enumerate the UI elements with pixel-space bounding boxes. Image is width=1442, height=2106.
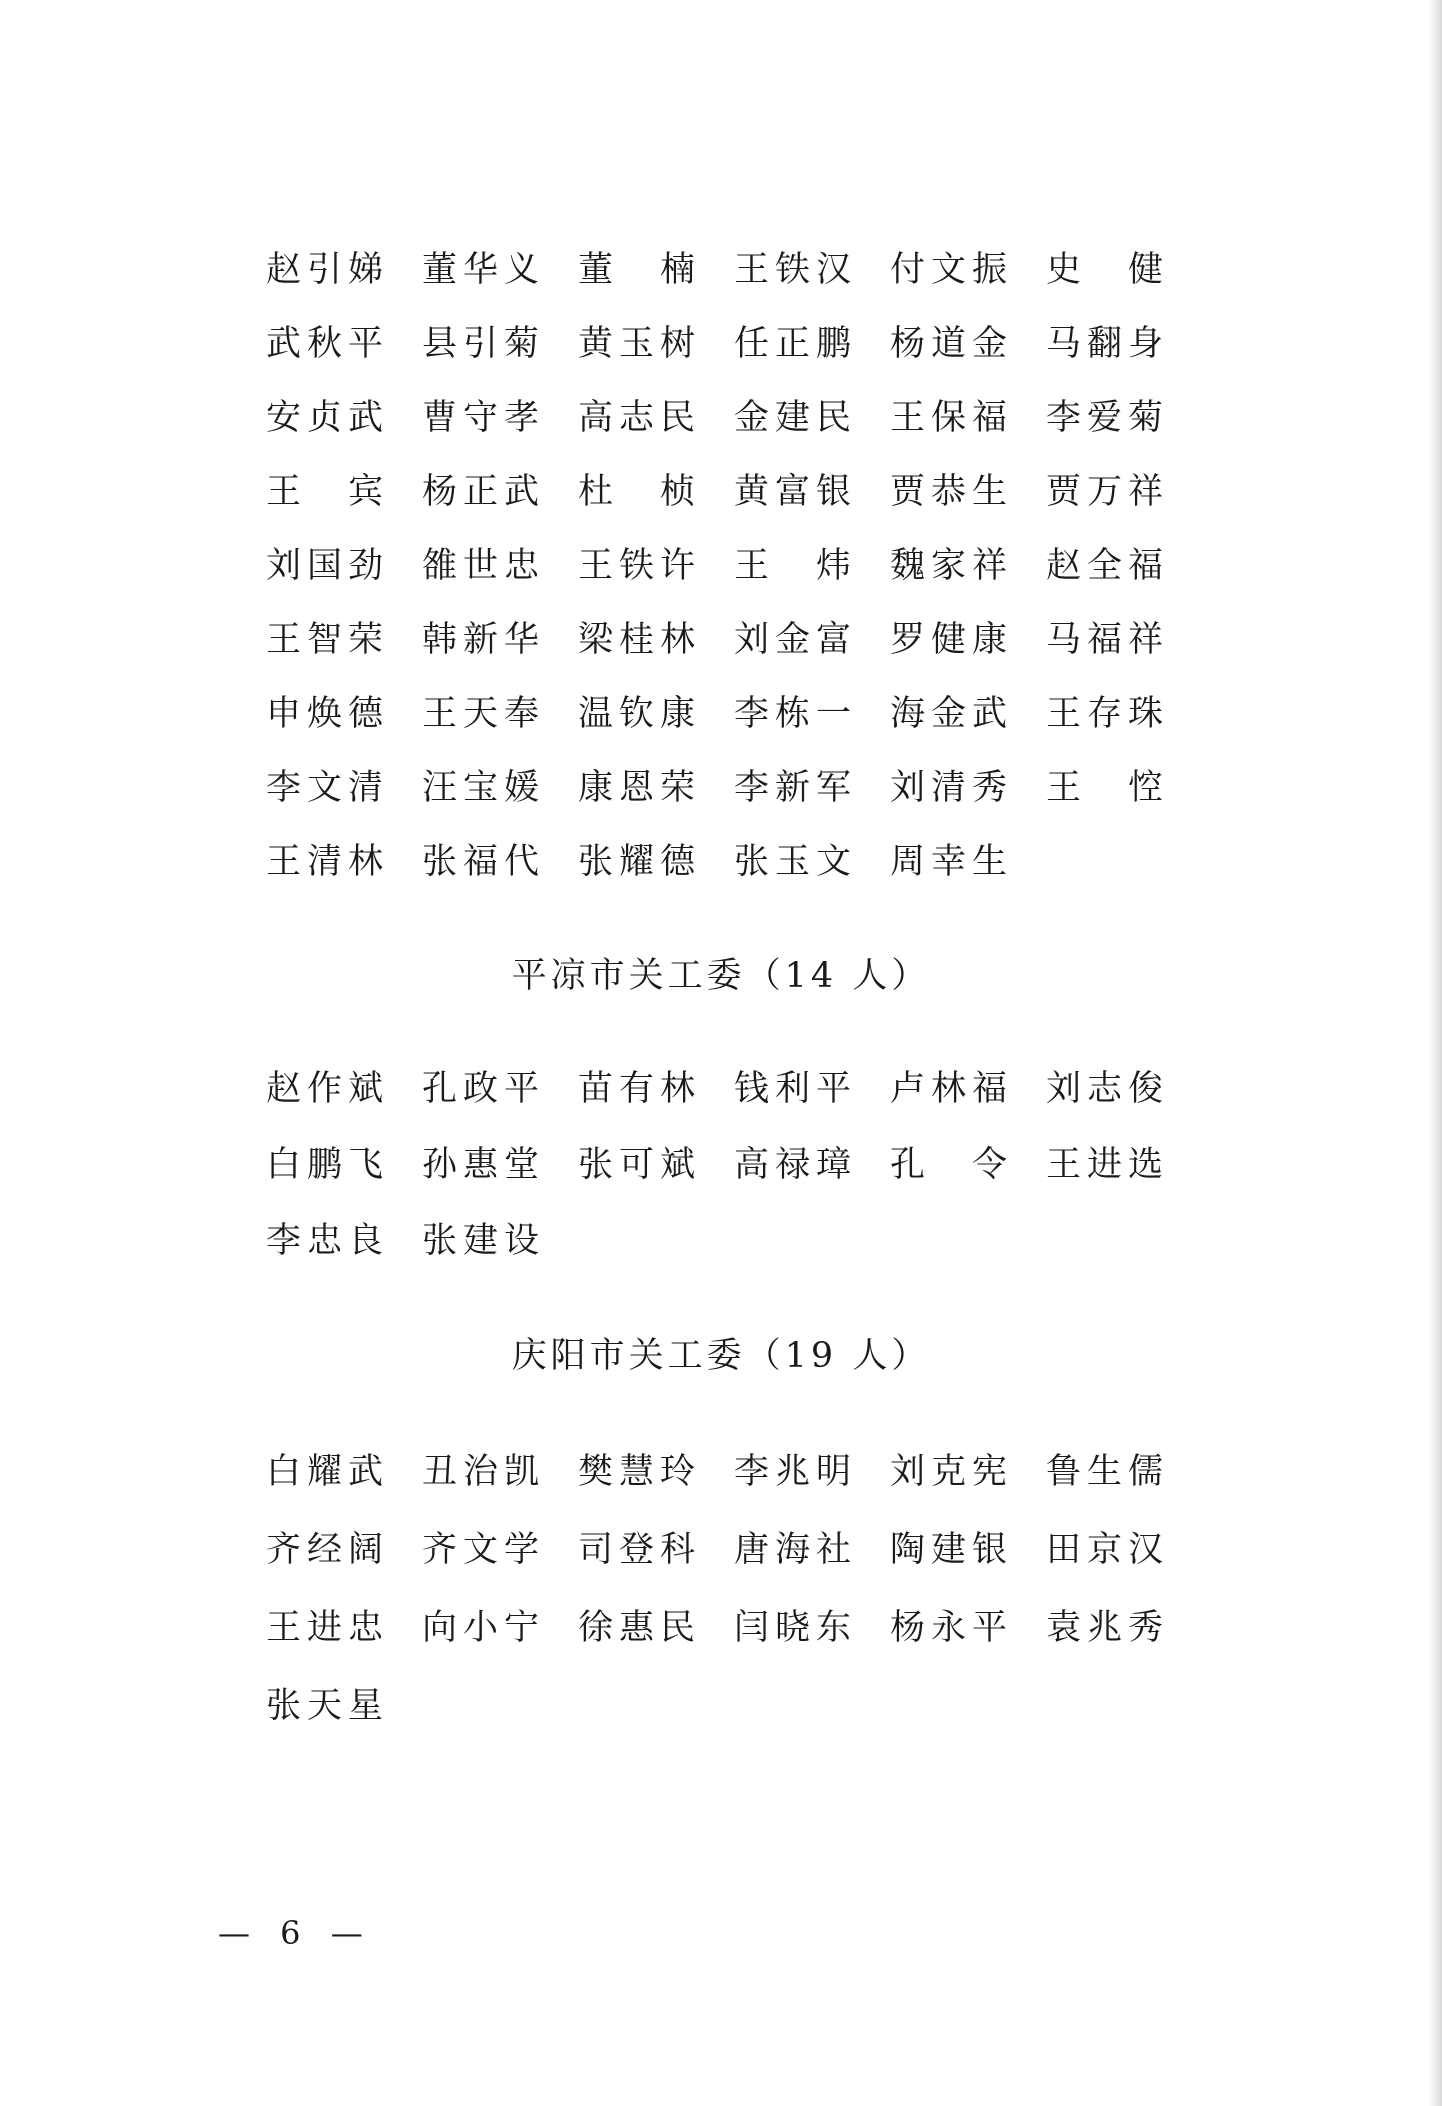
person-name: 高禄璋 xyxy=(734,1145,858,1185)
person-name: 王天奉 xyxy=(422,694,546,734)
person-name: 马翻身 xyxy=(1046,324,1170,364)
person-name: 雒世忠 xyxy=(422,546,546,586)
person-name: 唐海社 xyxy=(734,1530,858,1570)
section-title-pingliang: 平凉市关工委（14 人） xyxy=(511,956,931,996)
name-list-qingyang xyxy=(266,1430,1226,1742)
name-row xyxy=(266,1508,1226,1586)
person-name: 韩新华 xyxy=(422,620,546,660)
person-name: 康恩荣 xyxy=(578,768,702,808)
person-name: 温钦康 xyxy=(578,694,702,734)
person-name: 李新军 xyxy=(734,768,858,808)
person-name: 齐经阔 xyxy=(266,1530,390,1570)
person-name: 贾万祥 xyxy=(1046,472,1170,512)
person-name: 张天星 xyxy=(266,1686,390,1726)
person-name: 刘国劲 xyxy=(266,546,390,586)
person-name: 李兆明 xyxy=(734,1452,858,1492)
person-name: 杨道金 xyxy=(890,324,1014,364)
person-name: 王进忠 xyxy=(266,1608,390,1648)
person-name: 王 悾 xyxy=(1046,768,1170,808)
person-name: 任正鹏 xyxy=(734,324,858,364)
person-name: 司登科 xyxy=(578,1530,702,1570)
person-name: 齐文学 xyxy=(422,1530,546,1570)
person-name: 周幸生 xyxy=(890,842,1014,882)
page-number: — 6 — xyxy=(218,1914,373,1952)
person-name: 安贞武 xyxy=(266,398,390,438)
name-row xyxy=(266,1586,1226,1664)
person-name: 钱利平 xyxy=(734,1069,858,1109)
person-name: 张可斌 xyxy=(578,1145,702,1185)
person-name: 陶建银 xyxy=(890,1530,1014,1570)
name-row xyxy=(266,304,1226,378)
person-name: 杨正武 xyxy=(422,472,546,512)
person-name: 黄富银 xyxy=(734,472,858,512)
person-name: 杜 桢 xyxy=(578,472,702,512)
person-name: 刘金富 xyxy=(734,620,858,660)
person-name: 魏家祥 xyxy=(890,546,1014,586)
person-name: 向小宁 xyxy=(422,1608,546,1648)
person-name: 王铁许 xyxy=(578,546,702,586)
person-name: 刘克宪 xyxy=(890,1452,1014,1492)
person-name: 田京汉 xyxy=(1046,1530,1170,1570)
person-name: 梁桂林 xyxy=(578,620,702,660)
name-row xyxy=(266,600,1226,674)
person-name: 樊慧玲 xyxy=(578,1452,702,1492)
name-row xyxy=(266,748,1226,822)
name-row xyxy=(266,378,1226,452)
person-name: 张玉文 xyxy=(734,842,858,882)
person-name: 杨永平 xyxy=(890,1608,1014,1648)
person-name: 赵作斌 xyxy=(266,1069,390,1109)
name-row xyxy=(266,1430,1226,1508)
person-name: 刘志俊 xyxy=(1046,1069,1170,1109)
person-name: 高志民 xyxy=(578,398,702,438)
person-name: 孔政平 xyxy=(422,1069,546,1109)
name-row xyxy=(266,1664,1226,1742)
name-row xyxy=(266,1124,1226,1200)
name-row xyxy=(266,674,1226,748)
person-name: 李忠良 xyxy=(266,1221,390,1261)
name-row xyxy=(266,452,1226,526)
section-title-qingyang: 庆阳市关工委（19 人） xyxy=(511,1336,931,1376)
person-name: 史 健 xyxy=(1046,250,1170,290)
person-name: 张耀德 xyxy=(578,842,702,882)
person-name: 鲁生儒 xyxy=(1046,1452,1170,1492)
person-name: 马福祥 xyxy=(1046,620,1170,660)
person-name: 王清林 xyxy=(266,842,390,882)
person-name: 黄玉树 xyxy=(578,324,702,364)
person-name: 武秋平 xyxy=(266,324,390,364)
person-name: 闫晓东 xyxy=(734,1608,858,1648)
person-name: 汪宝媛 xyxy=(422,768,546,808)
person-name: 罗健康 xyxy=(890,620,1014,660)
person-name: 孔 令 xyxy=(890,1145,1014,1185)
person-name: 王保福 xyxy=(890,398,1014,438)
name-row xyxy=(266,1048,1226,1124)
person-name: 王存珠 xyxy=(1046,694,1170,734)
name-row xyxy=(266,1200,1226,1276)
person-name: 李文清 xyxy=(266,768,390,808)
person-name: 白鹏飞 xyxy=(266,1145,390,1185)
person-name: 王智荣 xyxy=(266,620,390,660)
person-name: 曹守孝 xyxy=(422,398,546,438)
person-name: 张福代 xyxy=(422,842,546,882)
name-row xyxy=(266,822,1226,896)
person-name: 苗有林 xyxy=(578,1069,702,1109)
person-name: 赵引娣 xyxy=(266,250,390,290)
person-name: 袁兆秀 xyxy=(1046,1608,1170,1648)
person-name: 白耀武 xyxy=(266,1452,390,1492)
person-name: 张建设 xyxy=(422,1221,546,1261)
person-name: 赵全福 xyxy=(1046,546,1170,586)
person-name: 徐惠民 xyxy=(578,1608,702,1648)
person-name: 海金武 xyxy=(890,694,1014,734)
person-name: 申焕德 xyxy=(266,694,390,734)
person-name: 李栋一 xyxy=(734,694,858,734)
person-name: 卢林福 xyxy=(890,1069,1014,1109)
name-row xyxy=(266,230,1226,304)
person-name: 付文振 xyxy=(890,250,1014,290)
person-name: 王 宾 xyxy=(266,472,390,512)
person-name: 金建民 xyxy=(734,398,858,438)
person-name: 刘清秀 xyxy=(890,768,1014,808)
person-name: 王铁汉 xyxy=(734,250,858,290)
person-name: 王 炜 xyxy=(734,546,858,586)
person-name: 县引菊 xyxy=(422,324,546,364)
person-name: 李爱菊 xyxy=(1046,398,1170,438)
person-name: 董 楠 xyxy=(578,250,702,290)
person-name: 贾恭生 xyxy=(890,472,1014,512)
person-name: 孙惠堂 xyxy=(422,1145,546,1185)
person-name: 王进选 xyxy=(1046,1145,1170,1185)
name-list-continued xyxy=(266,230,1226,896)
person-name: 董华义 xyxy=(422,250,546,290)
page-edge-shadow xyxy=(1428,0,1442,2106)
name-list-pingliang xyxy=(266,1048,1226,1276)
name-row xyxy=(266,526,1226,600)
person-name: 丑治凯 xyxy=(422,1452,546,1492)
